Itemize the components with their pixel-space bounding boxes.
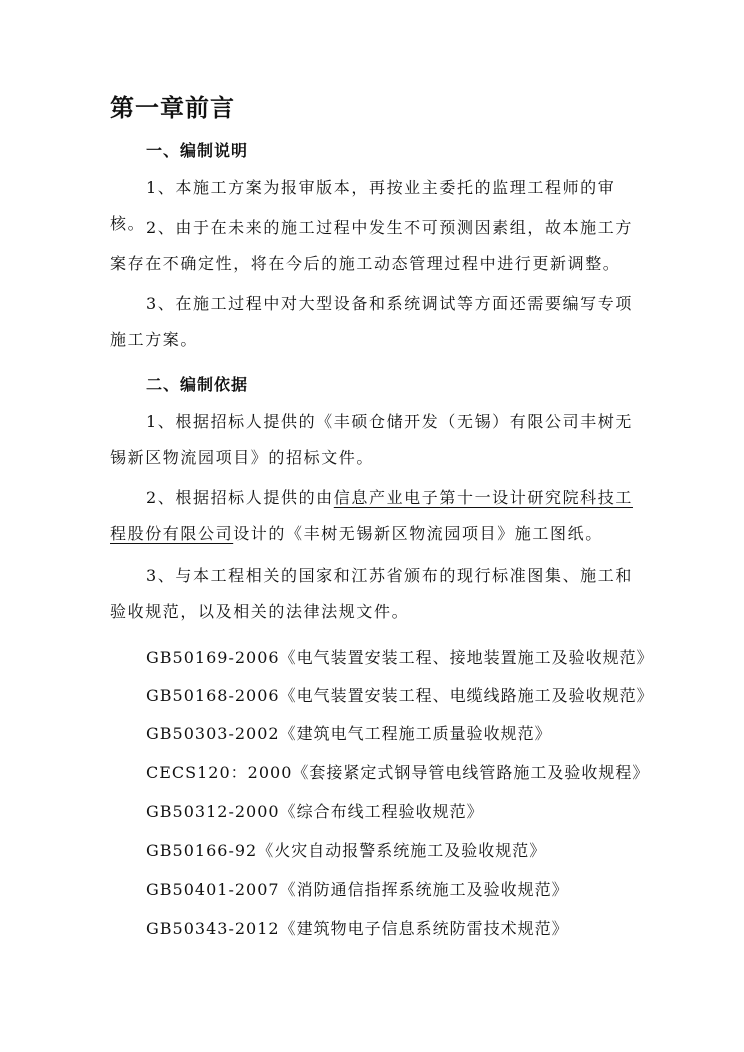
standard-item: GB50303-2002《建筑电气工程施工质量验收规范》 bbox=[146, 724, 552, 743]
standard-item: GB50166-92《火灾自动报警系统施工及验收规范》 bbox=[146, 841, 547, 860]
basis-2-suffix: 设计的《丰树无锡新区物流园项目》施工图纸。 bbox=[233, 524, 603, 543]
paragraph-basis-3: 3、与本工程相关的国家和江苏省颁布的现行标准图集、施工和验收规范，以及相关的法律法规文件。 bbox=[110, 566, 633, 621]
standard-item: GB50169-2006《电气装置安装工程、接地装置施工及验收规范》 bbox=[146, 648, 654, 667]
standard-item: GB50312-2000《综合布线工程验收规范》 bbox=[146, 802, 484, 821]
chapter-title: 第一章前言 bbox=[110, 94, 235, 122]
basis-2-prefix: 2、根据招标人提供的由 bbox=[146, 488, 334, 507]
section-title-compilation-notes: 一、编制说明 bbox=[146, 141, 249, 160]
standard-item: GB50343-2012《建筑物电子信息系统防雷技术规范》 bbox=[146, 919, 569, 938]
paragraph-basis-2 bbox=[110, 480, 638, 552]
standard-item: CECS120：2000《套接紧定式钢导管电线管路施工及验收规程》 bbox=[146, 763, 650, 782]
section-title-compilation-basis: 二、编制依据 bbox=[146, 375, 249, 394]
standard-item: GB50168-2006《电气装置安装工程、电缆线路施工及验收规范》 bbox=[146, 686, 654, 705]
standard-item: GB50401-2007《消防通信指挥系统施工及验收规范》 bbox=[146, 880, 569, 899]
paragraph-note-1: 1、本施工方案为报审版本，再按业主委托的监理工程师的审核。 bbox=[110, 178, 616, 233]
paragraph-basis-1: 1、根据招标人提供的《丰硕仓储开发（无锡）有限公司丰树无锡新区物流园项目》的招标文件。 bbox=[110, 412, 633, 467]
paragraph-note-3: 3、在施工过程中对大型设备和系统调试等方面还需要编写专项施工方案。 bbox=[110, 294, 633, 349]
designer-company-underlined: 信息产业电子第十一设计研究院科技工程股份有限公司 bbox=[110, 488, 633, 543]
paragraph-note-2: 2、由于在未来的施工过程中发生不可预测因素组，故本施工方案存在不确定性，将在今后的施工动态管理过程中进行更新调整。 bbox=[110, 218, 633, 273]
